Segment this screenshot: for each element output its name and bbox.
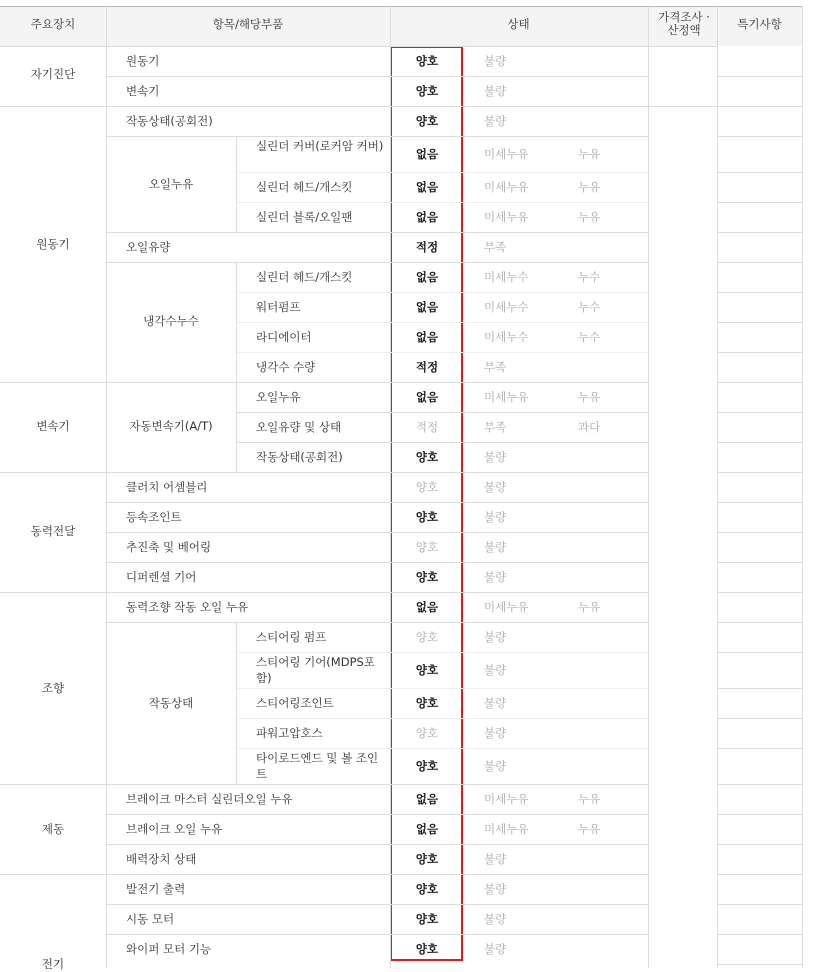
row-divider <box>106 934 648 935</box>
group-divider <box>0 382 648 383</box>
group-divider <box>0 472 648 473</box>
status-option[interactable]: 누유 <box>578 822 601 836</box>
status-option[interactable]: 누유 <box>578 390 601 404</box>
note-cell-border <box>717 472 802 473</box>
status-option-selected[interactable]: 없음 <box>415 600 439 614</box>
status-option-selected[interactable]: 없음 <box>415 300 439 314</box>
status-option[interactable]: 불량 <box>484 852 507 866</box>
column-divider <box>236 136 237 232</box>
item-label: 와이퍼 모터 기능 <box>126 942 212 956</box>
item-label: 추진축 및 베어링 <box>126 540 212 554</box>
status-option[interactable]: 미세누유 <box>484 147 529 161</box>
column-divider <box>802 6 803 968</box>
status-option[interactable]: 적정 <box>415 420 439 434</box>
item-label: 시동 모터 <box>126 912 175 926</box>
status-option[interactable]: 누유 <box>578 210 601 224</box>
status-option-selected[interactable]: 양호 <box>415 852 439 866</box>
item-label: 오일유량 <box>126 240 171 254</box>
status-option[interactable]: 불량 <box>484 510 507 524</box>
item-label: 변속기 <box>126 84 160 98</box>
sub-row-divider <box>236 652 648 653</box>
note-cell-border <box>717 136 802 137</box>
item-label: 실린더 블록/오일팬 <box>256 210 353 224</box>
item-label: 브레이크 오일 누유 <box>126 822 223 836</box>
header-price: 가격조사 · 산정액 <box>658 10 710 37</box>
status-option[interactable]: 불량 <box>484 696 507 710</box>
column-divider <box>390 6 391 968</box>
status-option[interactable]: 미세누유 <box>484 210 529 224</box>
sub-row-divider <box>236 172 648 173</box>
status-option-selected[interactable]: 양호 <box>415 942 439 956</box>
status-option-selected[interactable]: 양호 <box>415 882 439 896</box>
status-option[interactable]: 불량 <box>484 540 507 554</box>
row-divider <box>106 562 648 563</box>
note-cell-border <box>717 172 802 173</box>
item-label: 작동상태(공회전) <box>256 450 343 464</box>
status-option[interactable]: 미세누유 <box>484 822 529 836</box>
note-cell-border <box>717 106 802 107</box>
note-cell-border <box>717 934 802 935</box>
status-option-selected[interactable]: 없음 <box>415 822 439 836</box>
table-top-border <box>0 6 802 7</box>
item-label: 배력장치 상태 <box>126 852 197 866</box>
item-label: 클러치 어셈블리 <box>126 480 208 494</box>
item-label: 파워고압호스 <box>256 726 323 740</box>
status-option[interactable]: 불량 <box>484 630 507 644</box>
group-brake: 제동 <box>41 822 65 836</box>
item-label: 워터펌프 <box>256 300 301 314</box>
item-label: 발전기 출력 <box>126 882 186 896</box>
sub-row-divider <box>236 688 648 689</box>
status-option-selected[interactable]: 양호 <box>415 114 439 128</box>
column-divider <box>648 6 649 968</box>
item-label: 원동기 <box>126 54 160 68</box>
note-cell-border <box>717 352 802 353</box>
row-divider <box>106 844 648 845</box>
item-label: 스티어링조인트 <box>256 696 334 710</box>
status-option[interactable]: 미세누수 <box>484 300 529 314</box>
header-item: 항목/해당부품 <box>212 17 284 31</box>
item-label: 실린더 헤드/개스킷 <box>256 270 353 284</box>
row-divider <box>106 814 648 815</box>
status-option-selected[interactable]: 양호 <box>415 510 439 524</box>
price-divider <box>648 106 717 107</box>
status-option[interactable]: 불량 <box>484 450 507 464</box>
row-divider <box>106 622 648 623</box>
status-option[interactable]: 누유 <box>578 147 601 161</box>
note-cell-border <box>717 202 802 203</box>
status-option-selected[interactable]: 없음 <box>415 390 439 404</box>
item-label: 타이로드엔드 및 볼 조인트 <box>256 751 379 781</box>
sub-row-divider <box>236 352 648 353</box>
status-option-selected[interactable]: 양호 <box>415 912 439 926</box>
status-option-selected[interactable]: 적정 <box>415 240 439 254</box>
status-option-selected[interactable]: 없음 <box>415 330 439 344</box>
status-option-selected[interactable]: 없음 <box>415 792 439 806</box>
note-cell-border <box>717 502 802 503</box>
note-cell-border <box>717 844 802 845</box>
item-label: 스티어링 펌프 <box>256 630 327 644</box>
row-divider <box>106 262 648 263</box>
group-electrical: 전기 <box>41 957 65 971</box>
note-cell-border <box>717 76 802 77</box>
group-divider <box>0 106 648 107</box>
price-divider <box>648 46 717 47</box>
status-option[interactable]: 누수 <box>578 270 601 284</box>
status-option[interactable]: 미세누유 <box>484 600 529 614</box>
item-label: 디퍼렌셜 기어 <box>126 570 197 584</box>
row-divider <box>106 532 648 533</box>
row-divider <box>106 232 648 233</box>
status-option[interactable]: 누수 <box>578 300 601 314</box>
group-divider <box>0 46 648 47</box>
status-option[interactable]: 양호 <box>415 630 439 644</box>
status-option[interactable]: 불량 <box>484 54 507 68</box>
note-cell-border <box>717 382 802 383</box>
note-cell-border <box>717 964 802 965</box>
status-option[interactable]: 부족 <box>484 240 507 254</box>
group-steering: 조향 <box>41 681 65 695</box>
subgroup-auto-transmission: 자동변속기(A/T) <box>129 419 213 433</box>
group-drivetrain: 동력전달 <box>30 524 76 538</box>
status-option-selected[interactable]: 없음 <box>415 210 439 224</box>
item-label: 실린더 커버(로커암 커버) <box>256 139 384 153</box>
item-label: 등속조인트 <box>126 510 182 524</box>
status-option-selected[interactable]: 적정 <box>415 360 439 374</box>
row-divider <box>106 136 648 137</box>
note-cell-border <box>717 292 802 293</box>
group-divider <box>0 592 648 593</box>
subgroup-coolant-leak: 냉각수누수 <box>143 314 199 328</box>
item-label: 오일유량 및 상태 <box>256 420 342 434</box>
status-option-selected[interactable]: 양호 <box>415 663 439 677</box>
status-option[interactable]: 부족 <box>484 360 507 374</box>
status-option[interactable]: 누유 <box>578 180 601 194</box>
status-option-selected[interactable]: 없음 <box>415 180 439 194</box>
sub-row-divider <box>236 748 648 749</box>
status-option-selected[interactable]: 없음 <box>415 270 439 284</box>
header-status: 상태 <box>507 17 530 31</box>
status-option[interactable]: 불량 <box>484 912 507 926</box>
column-divider <box>106 6 107 968</box>
status-option-selected[interactable]: 양호 <box>415 450 439 464</box>
status-option[interactable]: 양호 <box>415 726 439 740</box>
row-divider <box>106 502 648 503</box>
status-option[interactable]: 누유 <box>578 792 601 806</box>
row-divider <box>236 442 648 443</box>
note-cell-border <box>717 904 802 905</box>
group-engine: 원동기 <box>36 237 70 251</box>
group-divider <box>0 784 648 785</box>
column-divider <box>236 262 237 382</box>
note-cell-border <box>717 688 802 689</box>
item-label: 스티어링 기어(MDPS포함) <box>256 655 375 685</box>
item-label: 브레이크 마스터 실린더오일 누유 <box>126 792 293 806</box>
sub-row-divider <box>236 718 648 719</box>
status-option[interactable]: 미세누유 <box>484 180 529 194</box>
status-option[interactable]: 불량 <box>484 942 507 956</box>
status-option[interactable]: 불량 <box>484 570 507 584</box>
status-option-selected[interactable]: 없음 <box>415 147 439 161</box>
status-option[interactable]: 과다 <box>578 420 601 434</box>
status-option[interactable]: 양호 <box>415 540 439 554</box>
note-cell-border <box>717 874 802 875</box>
subgroup-operation: 작동상태 <box>148 696 194 710</box>
item-label: 라디에이터 <box>256 330 312 344</box>
item-label: 실린더 헤드/개스킷 <box>256 180 353 194</box>
status-option-selected[interactable]: 양호 <box>415 84 439 98</box>
note-cell-border <box>717 562 802 563</box>
group-divider <box>0 874 648 875</box>
row-divider <box>106 904 648 905</box>
group-transmission: 변속기 <box>36 419 70 433</box>
status-option[interactable]: 불량 <box>484 663 507 677</box>
status-option-selected[interactable]: 양호 <box>415 759 439 773</box>
status-option[interactable]: 미세누수 <box>484 330 529 344</box>
note-cell-border <box>717 784 802 785</box>
status-option[interactable]: 양호 <box>415 480 439 494</box>
note-cell-border <box>717 322 802 323</box>
sub-row-divider <box>236 292 648 293</box>
note-cell-border <box>717 532 802 533</box>
status-option[interactable]: 불량 <box>484 726 507 740</box>
status-option-selected[interactable]: 양호 <box>415 570 439 584</box>
note-cell-border <box>717 412 802 413</box>
status-option-selected[interactable]: 양호 <box>415 54 439 68</box>
note-cell-border <box>717 592 802 593</box>
item-label: 오일누유 <box>256 390 301 404</box>
note-cell-border <box>717 814 802 815</box>
note-cell-border <box>717 652 802 653</box>
status-option[interactable]: 불량 <box>484 114 507 128</box>
item-label: 동력조향 작동 오일 누유 <box>126 600 249 614</box>
row-divider <box>106 76 648 77</box>
note-cell-border <box>717 622 802 623</box>
status-option[interactable]: 미세누유 <box>484 390 529 404</box>
header-main: 주요장치 <box>30 17 76 31</box>
sub-row-divider <box>236 322 648 323</box>
status-option[interactable]: 불량 <box>484 480 507 494</box>
subgroup-oil-leak: 오일누유 <box>148 177 194 191</box>
header-note: 특기사항 <box>737 17 782 31</box>
status-option[interactable]: 누수 <box>578 330 601 344</box>
note-cell-border <box>717 232 802 233</box>
status-option[interactable]: 미세누유 <box>484 792 529 806</box>
status-option[interactable]: 누유 <box>578 600 601 614</box>
status-option[interactable]: 불량 <box>484 84 507 98</box>
status-option[interactable]: 불량 <box>484 759 507 773</box>
note-cell-border <box>717 442 802 443</box>
group-self-diagnosis: 자기진단 <box>30 67 76 81</box>
note-cell-border <box>717 262 802 263</box>
column-divider <box>236 622 237 784</box>
item-label: 작동상태(공회전) <box>126 114 213 128</box>
column-divider <box>717 6 718 968</box>
item-label: 냉각수 수량 <box>256 360 316 374</box>
sub-row-divider <box>236 202 648 203</box>
note-cell-border <box>717 718 802 719</box>
status-option[interactable]: 미세누수 <box>484 270 529 284</box>
status-option-selected[interactable]: 양호 <box>415 696 439 710</box>
row-divider <box>236 412 648 413</box>
note-cell-border <box>717 748 802 749</box>
status-option[interactable]: 부족 <box>484 420 507 434</box>
column-divider <box>236 382 237 472</box>
status-option[interactable]: 불량 <box>484 882 507 896</box>
